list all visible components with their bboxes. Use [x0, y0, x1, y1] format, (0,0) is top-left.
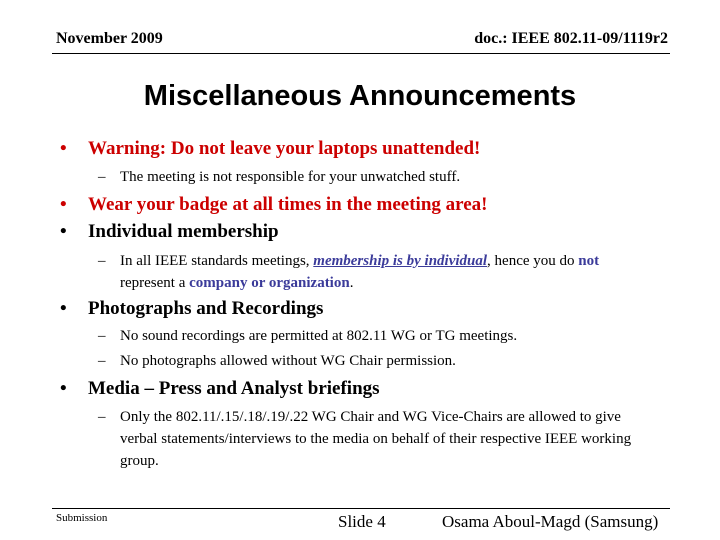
dash-marker: –	[98, 353, 106, 369]
bullet-marker: •	[60, 378, 67, 399]
sub-media-text: Only the 802.11/.15/.18/.19/.22 WG Chair and WG Vice-Chairs are allowed to give verbal statements/interviews to the media on behalf of their respective IEEE working group.	[120, 409, 632, 469]
sub-photos-1-text: No sound recordings are permitted at 802.11 WG or TG meetings.	[120, 328, 518, 344]
footer-submission: Submission	[56, 512, 108, 524]
bullet-marker: •	[60, 298, 67, 319]
not-emphasis: not	[578, 253, 600, 269]
sub-membership-text	[120, 250, 650, 294]
bullet-media	[60, 378, 380, 400]
sub-media	[98, 406, 650, 469]
bullet-membership-text: Individual membership	[88, 221, 279, 242]
sub-photos-2	[98, 350, 456, 372]
bullet-warning-text: Warning: Do not leave your laptops unattended!	[88, 138, 481, 159]
bullet-membership	[60, 221, 279, 243]
dash-marker: –	[98, 328, 106, 344]
footer-author: Osama Aboul-Magd (Samsung)	[442, 512, 659, 531]
text-fragment: .	[349, 275, 354, 291]
footer-divider	[52, 508, 670, 509]
text-fragment: , hence you do	[487, 253, 579, 269]
bullet-photos-text: Photographs and Recordings	[88, 298, 324, 319]
dash-marker: –	[98, 409, 106, 425]
sub-warning-text: The meeting is not responsible for your unwatched stuff.	[120, 169, 461, 185]
bullet-media-text: Media – Press and Analyst briefings	[88, 378, 380, 399]
bullet-photos	[60, 298, 323, 320]
membership-emphasis: membership is by individual	[313, 253, 488, 269]
bullet-badge-text: Wear your badge at all times in the meeting area!	[88, 194, 488, 215]
header-divider	[52, 53, 670, 54]
bullet-marker: •	[60, 138, 67, 159]
dash-marker: –	[98, 169, 106, 185]
header-date: November 2009	[56, 30, 163, 47]
slide-title: Miscellaneous Announcements	[143, 80, 577, 112]
bullet-badge	[60, 194, 487, 216]
header-doc-number: doc.: IEEE 802.11-09/1119r2	[474, 30, 668, 47]
text-fragment: represent a	[120, 275, 190, 291]
sub-warning	[98, 166, 460, 188]
bullet-marker: •	[60, 221, 67, 242]
organization-emphasis: company or organization	[189, 275, 350, 291]
dash-marker: –	[98, 253, 106, 269]
bullet-warning	[60, 138, 480, 160]
footer-slide-number: Slide 4	[338, 512, 386, 531]
sub-membership	[98, 250, 650, 291]
sub-photos-2-text: No photographs allowed without WG Chair permission.	[120, 353, 456, 369]
sub-photos-1	[98, 325, 517, 347]
text-fragment: In all IEEE standards meetings,	[120, 253, 314, 269]
bullet-marker: •	[60, 194, 67, 215]
